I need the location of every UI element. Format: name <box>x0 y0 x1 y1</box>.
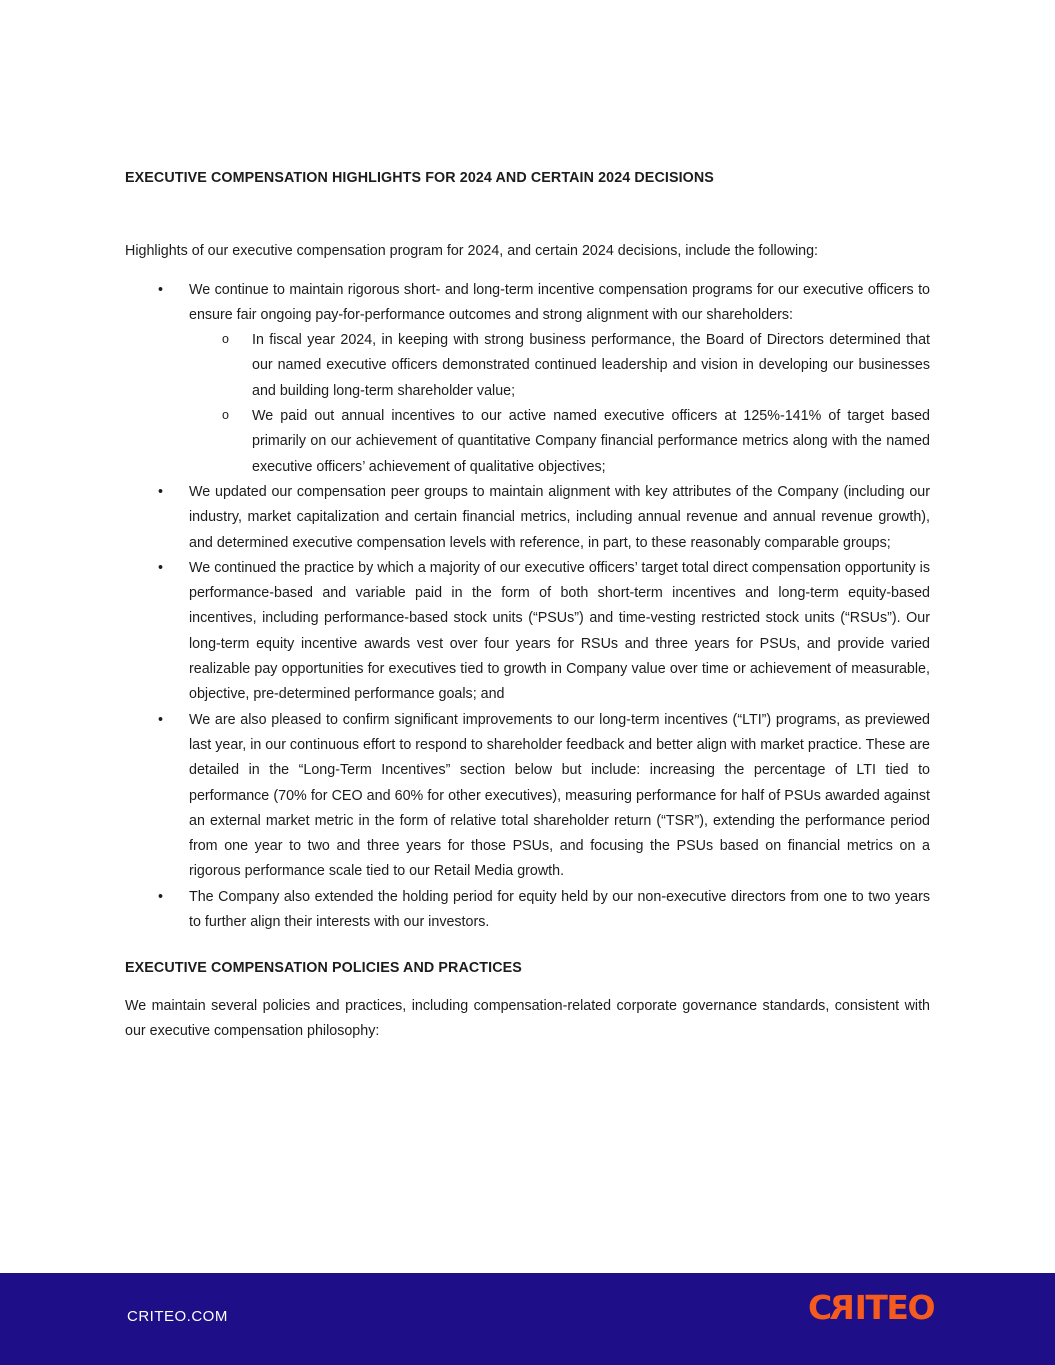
bullet-item <box>125 480 930 556</box>
intro-paragraph: Highlights of our executive compensation program for 2024, and certain 2024 decisions, include the following: <box>125 243 819 260</box>
sub-bullet-marker: o <box>222 408 229 423</box>
footer-site-url: CRITEO.COM <box>127 1308 228 1325</box>
criteo-logo <box>808 1289 934 1327</box>
bullet-marker: • <box>158 888 164 905</box>
bullet-text: We continue to maintain rigorous short- and long-term incentive compensation programs for our executive officers to ensure fair ongoing pay-for-performance outcomes and strong alignment with our shareholders: <box>189 281 930 323</box>
bullet-item <box>125 556 930 708</box>
bullet-text: The Company also extended the holding period for equity held by our non-executive directors from one to two years to further align their interests with our investors. <box>189 888 930 931</box>
sub-bullet-item <box>125 404 930 480</box>
bullet-marker: • <box>158 483 164 500</box>
policies-paragraph: We maintain several policies and practices, including compensation-related corporate governance standards, consistent with our executive compensation philosophy: <box>125 997 930 1039</box>
bullet-marker: • <box>158 559 164 576</box>
sub-bullet-marker: o <box>222 332 229 347</box>
bullet-marker: • <box>158 281 164 298</box>
logo-letters: ITEO <box>854 1288 934 1327</box>
bullet-marker: • <box>158 711 164 728</box>
bullet-item <box>125 708 930 885</box>
sub-bullet-text: In fiscal year 2024, in keeping with strong business performance, the Board of Directors determined that our named executive officers demonstrated continued leadership and vision in developing our businesses and building long-term shareholder value; <box>252 332 930 399</box>
bullet-text: We updated our compensation peer groups to maintain alignment with key attributes of the Company (including our industry, market capitalization and certain financial metrics, including annual revenue and annual revenue growth), and determined executive compensation levels with reference, in part, to these reasonably comparable groups; <box>189 483 930 551</box>
page-footer <box>0 1273 1055 1365</box>
bullet-list <box>125 278 930 936</box>
bullet-text: We are also pleased to confirm significant improvements to our long-term incentives (“LTI”) programs, as previewed last year, in our continuous effort to respond to shareholder feedback and better align with market practice. These are detailed in the “Long-Term Incentives” section below but include: increasing the percentage of LTI tied to performance (70% for CEO and 60% for other executives), measuring performance for half of PSUs awarded against an external market metric in the form of relative total shareholder return (“TSR”), extending the performance period from one year to two and three years for those PSUs, and focusing the PSUs based on financial metrics on a rigorous performance scale tied to our Retail Media growth. <box>189 711 930 880</box>
sub-bullet-text: We paid out annual incentives to our active named executive officers at 125%-141% of target based primarily on our achievement of quantitative Company financial performance metrics along with the named executive officers’ achievement of qualitative objectives; <box>252 408 930 475</box>
content-area <box>125 0 930 1044</box>
bullet-item <box>125 278 930 329</box>
sub-bullet-item <box>125 328 930 404</box>
section-heading-highlights: EXECUTIVE COMPENSATION HIGHLIGHTS FOR 2024 AND CERTAIN 2024 DECISIONS <box>125 170 714 186</box>
bullet-text: We continued the practice by which a majority of our executive officers’ target total direct compensation opportunity is performance-based and variable paid in the form of both short-term incentives and long-term equity-based incentives, including performance-based stock units (“PSUs”) and time-vesting restricted stock units (“RSUs”). Our long-term equity incentive awards vest over four years for RSUs and three years for PSUs, and provide varied realizable pay opportunities for executives tied to growth in Company value over time or achievement of measurable, objective, pre-determined performance goals; and <box>189 559 930 703</box>
logo-letter-r: R <box>830 1288 855 1327</box>
logo-letter: C <box>807 1288 831 1327</box>
bullet-item <box>125 885 930 936</box>
section-heading-policies: EXECUTIVE COMPENSATION POLICIES AND PRACTICES <box>125 960 522 977</box>
